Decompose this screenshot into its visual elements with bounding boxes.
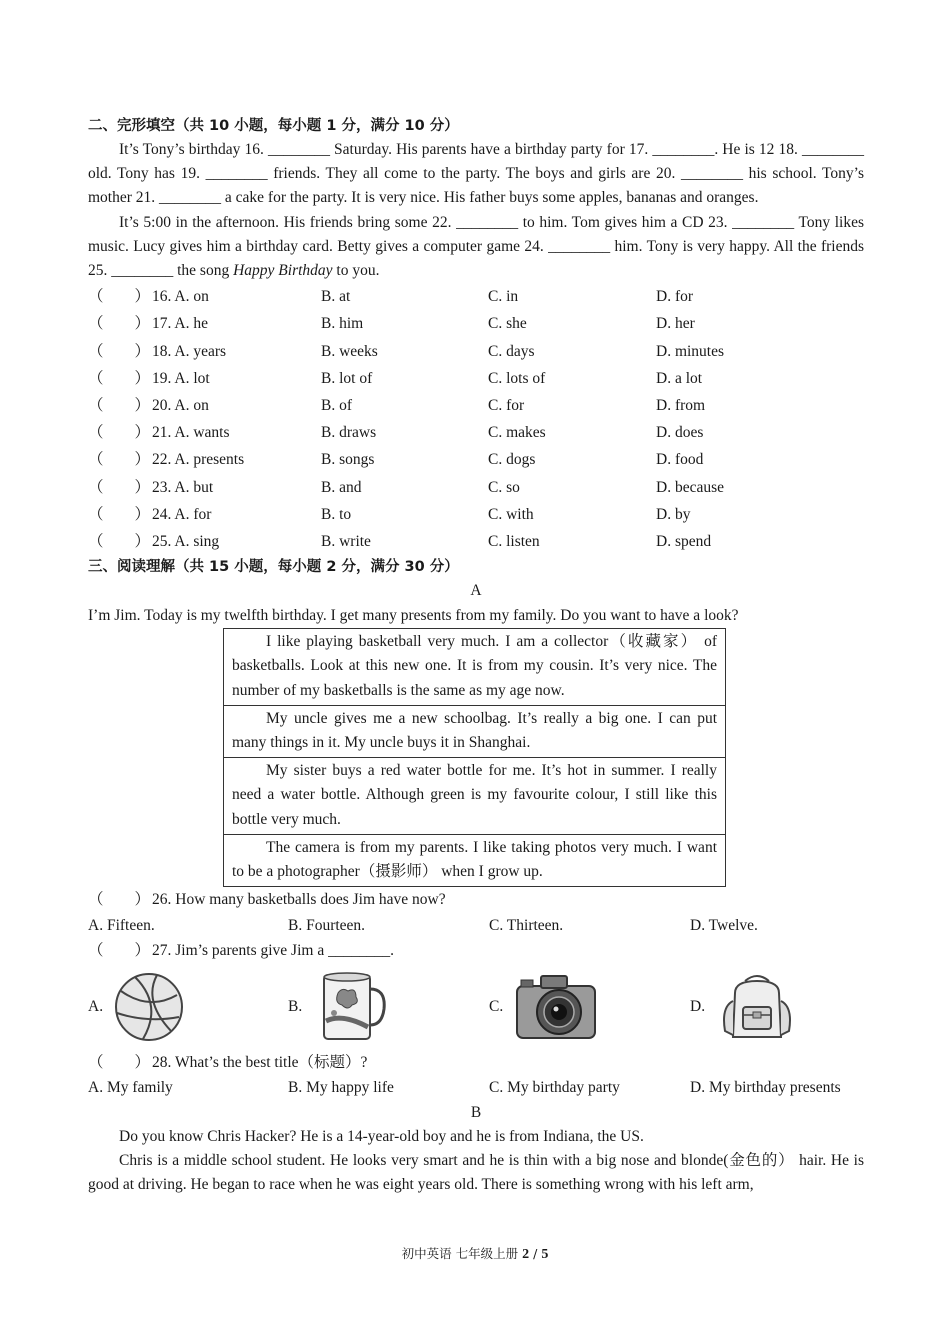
cloze-paragraph-1: It’s Tony’s birthday 16. ________ Saturday. His parents have a birthday party for 17. ________. He is 12 18. ________ old. Tony has 19. ________ friends. They all come to the party. The boys and girls are 20. ________ his school. Tony’s mother 21. ________ a cake for the party. It is very nice. His father buys some apples, bananas and oranges. bbox=[88, 141, 864, 207]
cloze-option-a: （ ） 20. A. on bbox=[88, 392, 321, 419]
cloze-option-c: C. with bbox=[488, 505, 534, 523]
cloze-option-b: B. write bbox=[321, 532, 371, 550]
backpack-icon bbox=[715, 971, 799, 1043]
question-26: （ ） 26. How many basketballs does Jim have now? bbox=[88, 887, 864, 913]
cloze-option-d: D. spend bbox=[656, 532, 712, 550]
cloze-option-c: C. lots of bbox=[488, 369, 546, 387]
cloze-option-b: B. lot of bbox=[321, 369, 373, 387]
cloze-option-row bbox=[88, 419, 864, 446]
box-camera: The camera is from my parents. I like taking photos very much. I want to be a photographer（摄影师） when I grow up. bbox=[224, 834, 726, 886]
cloze-option-c: C. makes bbox=[488, 424, 546, 442]
box-basketball: I like playing basketball very much. I am a collector（收藏家） of basketballs. Look at this new one. It is from my cousin. It’s very nice. The number of my basketballs is the same as my age now. bbox=[224, 629, 726, 706]
answer-paren[interactable]: （ ） bbox=[88, 451, 151, 469]
answer-paren[interactable]: （ ） bbox=[88, 288, 151, 306]
q28-option-d: D. My birthday presents bbox=[690, 1079, 841, 1097]
q26-option-d: D. Twelve. bbox=[690, 916, 758, 934]
section3-title: 三、阅读理解（共 15 小题，每小题 2 分，满分 30 分） bbox=[88, 559, 459, 576]
cloze-option-c: C. in bbox=[488, 288, 519, 306]
answer-paren[interactable]: （ ） bbox=[88, 342, 151, 360]
q28-option-b: B. My happy life bbox=[288, 1079, 394, 1097]
song-title: Happy Birthday bbox=[233, 262, 333, 280]
cloze-option-c: C. listen bbox=[488, 532, 540, 550]
cloze-option-b: B. of bbox=[321, 396, 352, 414]
cloze-option-a: （ ） 21. A. wants bbox=[88, 419, 321, 446]
q27-option-b: B. bbox=[288, 969, 489, 1045]
section2-title: 二、完形填空（共 10 小题，每小题 1 分，满分 10 分） bbox=[88, 118, 459, 134]
cloze-option-a: （ ） 23. A. but bbox=[88, 474, 321, 501]
cloze-option-row bbox=[88, 474, 864, 501]
cloze-paragraph-2: It’s 5:00 in the afternoon. His friends bring some 22. ________ to him. Tom gives him a CD 23. ________ Tony likes music. Lucy gives him a birthday card. Betty gives a computer game 24. ________ him. Tony is very happy. All the friends 25. ________ the song Happy Birthday to you. bbox=[88, 213, 864, 280]
question-28: （ ） 28. What’s the best title（标题）? bbox=[88, 1050, 864, 1076]
answer-paren[interactable]: （ ） bbox=[88, 532, 151, 550]
cloze-option-c: C. dogs bbox=[488, 451, 536, 469]
cloze-option-row bbox=[88, 501, 864, 528]
page-number: 2 bbox=[522, 1247, 530, 1262]
cloze-option-d: D. minutes bbox=[656, 342, 725, 360]
cloze-option-a: （ ） 17. A. he bbox=[88, 310, 321, 337]
part-b-heading: B bbox=[470, 1103, 482, 1121]
answer-paren[interactable]: （ ） bbox=[88, 369, 151, 387]
cloze-option-c: C. she bbox=[488, 315, 527, 333]
answer-paren[interactable]: （ ） bbox=[88, 505, 151, 523]
cloze-option-d: D. for bbox=[656, 288, 694, 306]
q27-option-d: D. bbox=[690, 971, 864, 1043]
cloze-option-a: （ ） 16. A. on bbox=[88, 283, 321, 310]
cloze-option-c: C. for bbox=[488, 396, 525, 414]
part-a-heading: A bbox=[470, 582, 482, 600]
cloze-option-row bbox=[88, 446, 864, 473]
box-bottle: My sister buys a red water bottle for me. It’s hot in summer. I really need a water bottle. Although green is my favourite colour, I still like this bottle very much. bbox=[224, 758, 726, 835]
q27-option-a: A. bbox=[88, 971, 288, 1043]
cloze-option-b: B. draws bbox=[321, 424, 377, 442]
cloze-option-d: D. food bbox=[656, 451, 704, 469]
cloze-options bbox=[88, 283, 864, 555]
q26-options bbox=[88, 913, 864, 939]
answer-paren[interactable]: （ ） bbox=[88, 1053, 151, 1071]
cloze-option-row bbox=[88, 283, 864, 310]
part-b-paragraph-2: Chris is a middle school student. He looks very smart and he is thin with a big nose and blonde(金色的） hair. He is good at driving. He began to race when he was eight years old. There is something wrong with his left arm, bbox=[88, 1151, 864, 1194]
cloze-option-c: C. so bbox=[488, 478, 520, 496]
box-schoolbag: My uncle gives me a new schoolbag. It’s really a big one. I can put many things in it. My uncle buys it in Shanghai. bbox=[224, 705, 726, 757]
presents-table bbox=[223, 628, 726, 887]
answer-paren[interactable]: （ ） bbox=[88, 424, 151, 442]
cloze-option-a: （ ） 19. A. lot bbox=[88, 365, 321, 392]
q28-option-a: A. My family bbox=[88, 1079, 173, 1097]
q26-option-a: A. Fifteen. bbox=[88, 916, 155, 934]
cloze-option-d: D. a lot bbox=[656, 369, 703, 387]
cloze-option-row bbox=[88, 528, 864, 555]
cloze-option-d: D. her bbox=[656, 315, 695, 333]
cloze-option-a: （ ） 24. A. for bbox=[88, 501, 321, 528]
q28-option-c: C. My birthday party bbox=[489, 1079, 620, 1097]
cloze-option-b: B. to bbox=[321, 505, 352, 523]
cloze-option-d: D. by bbox=[656, 505, 691, 523]
cloze-option-a: （ ） 22. A. presents bbox=[88, 446, 321, 473]
cloze-option-b: B. and bbox=[321, 478, 362, 496]
cloze-option-b: B. at bbox=[321, 288, 351, 306]
basketball-icon bbox=[113, 971, 185, 1043]
cloze-option-b: B. him bbox=[321, 315, 364, 333]
q27-options bbox=[88, 964, 864, 1050]
exam-page bbox=[88, 114, 864, 1197]
cloze-option-row bbox=[88, 392, 864, 419]
cloze-option-d: D. does bbox=[656, 424, 704, 442]
cloze-option-d: D. because bbox=[656, 478, 724, 496]
cloze-option-row bbox=[88, 310, 864, 337]
cloze-option-a: （ ） 18. A. years bbox=[88, 338, 321, 365]
cloze-option-a: （ ） 25. A. sing bbox=[88, 528, 321, 555]
page-total: 5 bbox=[541, 1247, 549, 1262]
answer-paren[interactable]: （ ） bbox=[88, 396, 151, 414]
mug-icon bbox=[312, 969, 388, 1045]
answer-paren[interactable]: （ ） bbox=[88, 942, 151, 960]
cloze-option-d: D. from bbox=[656, 396, 706, 414]
q26-option-b: B. Fourteen. bbox=[288, 916, 366, 934]
q26-option-c: C. Thirteen. bbox=[489, 916, 564, 934]
page-footer bbox=[0, 1244, 950, 1263]
answer-paren[interactable]: （ ） bbox=[88, 891, 151, 909]
cloze-option-c: C. days bbox=[488, 342, 535, 360]
part-a-intro: I’m Jim. Today is my twelfth birthday. I get many presents from my family. Do you want to have a look? bbox=[88, 607, 739, 625]
camera-icon bbox=[513, 972, 599, 1042]
question-27: （ ） 27. Jim’s parents give Jim a ________. bbox=[88, 938, 864, 964]
footer-label: 初中英语 七年级上册 bbox=[401, 1246, 519, 1261]
page-separator: / bbox=[529, 1246, 542, 1261]
answer-paren[interactable]: （ ） bbox=[88, 478, 151, 496]
answer-paren[interactable]: （ ） bbox=[88, 315, 151, 333]
cloze-option-row bbox=[88, 365, 864, 392]
cloze-option-b: B. weeks bbox=[321, 342, 378, 360]
q27-option-c: C. bbox=[489, 972, 690, 1042]
cloze-option-b: B. songs bbox=[321, 451, 375, 469]
q28-options bbox=[88, 1075, 864, 1101]
cloze-option-row bbox=[88, 338, 864, 365]
part-b-paragraph-1: Do you know Chris Hacker? He is a 14-year-old boy and he is from Indiana, the US. bbox=[119, 1127, 644, 1145]
